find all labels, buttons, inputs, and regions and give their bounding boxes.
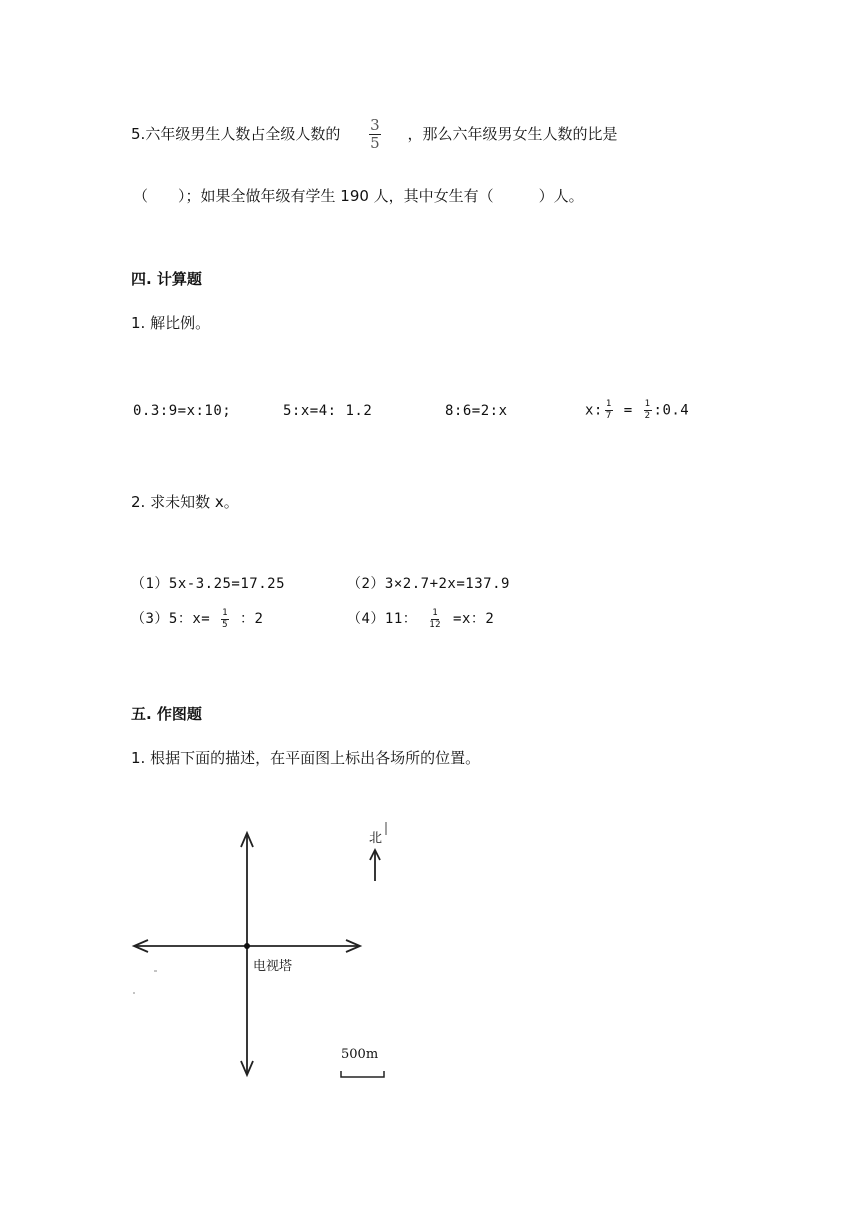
equation-3-fraction (221, 609, 229, 630)
equation-3 (131, 608, 263, 630)
section4-q1-label: 1. 解比例。 (131, 314, 211, 332)
e4-numerator: 1 (432, 607, 439, 618)
equation-2: （2）3×2.7+2x=137.9 (347, 576, 510, 592)
q5-fraction (369, 118, 381, 151)
proportion-4-fraction-2 (644, 400, 652, 421)
equation-4 (347, 608, 494, 630)
proportion-2: 5:x=4: 1.2 (283, 403, 373, 419)
q5-number: 5. (131, 125, 146, 143)
proportion-4 (585, 400, 689, 421)
proportion-4-a: x: (585, 402, 603, 419)
map-diagram (120, 815, 420, 1089)
q5-line1 (131, 118, 617, 151)
e3-denominator: 5 (222, 619, 229, 630)
equation-4-b: =x：2 (453, 611, 495, 627)
proportion-1: 0.3:9=x:10; (133, 403, 232, 419)
q5-text-b: ，那么六年级男女生人数的比是 (407, 125, 618, 143)
p4-f1-denominator: 7 (605, 411, 612, 421)
q5-line2: （ ）；如果全做年级有学生 190 人，其中女生有（ ）人。 (133, 187, 584, 205)
equation-4-a: （4）11： (347, 611, 418, 627)
proportion-4-fraction-1 (605, 400, 613, 421)
section5-q1-label: 1. 根据下面的描述，在平面图上标出各场所的位置。 (131, 749, 481, 767)
e3-numerator: 1 (222, 607, 229, 618)
map-diagram-svg (120, 815, 420, 1085)
p4-f2-denominator: 2 (644, 411, 651, 421)
scale-label: 500m (341, 1047, 379, 1062)
proportion-4-b: :0.4 (653, 402, 690, 419)
equation-3-b: ：2 (240, 611, 264, 627)
section4-title: 四. 计算题 (131, 270, 202, 288)
p4-f1-numerator: 1 (605, 399, 612, 409)
proportion-4-equals: = (623, 402, 633, 419)
equation-1: （1）5x-3.25=17.25 (131, 576, 286, 592)
scale-bar (341, 1071, 384, 1077)
q5-frac-numerator: 3 (370, 116, 380, 134)
e4-denominator: 12 (429, 619, 442, 630)
north-label: 北 (369, 831, 383, 846)
q5-frac-denominator: 5 (370, 134, 380, 152)
section5-title: 五. 作图题 (131, 705, 202, 723)
tv-tower-point (244, 943, 250, 949)
equation-3-a: （3）5：x= (131, 611, 211, 627)
p4-f2-numerator: 1 (644, 399, 651, 409)
q5-text-a: 六年级男生人数占全级人数的 (145, 125, 341, 143)
section4-q2-label: 2. 求未知数 x。 (131, 493, 239, 511)
tv-tower-label: 电视塔 (253, 959, 293, 974)
proportion-3: 8:6=2:x (445, 403, 508, 419)
equation-4-fraction (428, 609, 442, 630)
